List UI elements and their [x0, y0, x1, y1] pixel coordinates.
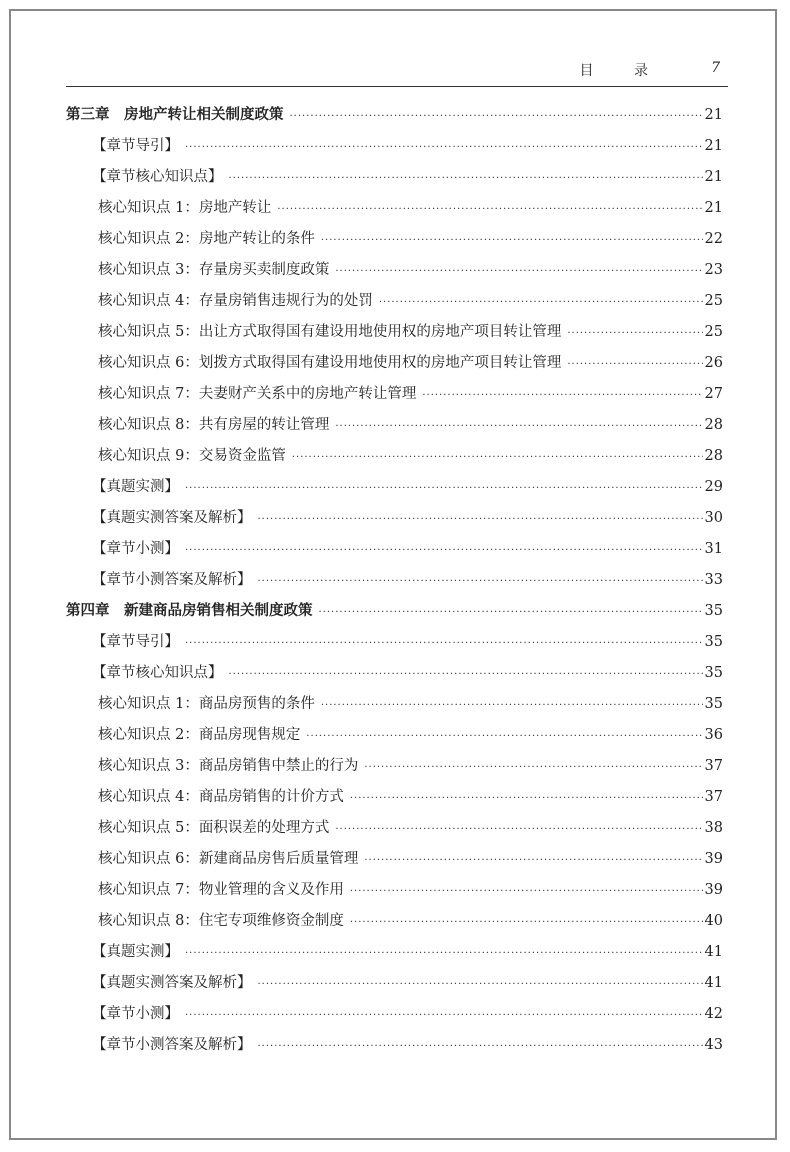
dot-leader — [258, 1031, 703, 1062]
dot-leader — [277, 194, 702, 225]
toc-entry-title: 第三章 房地产转让相关制度政策 — [66, 107, 284, 123]
toc-entry-title: 【真题实测】 — [92, 944, 179, 960]
toc-entry-page: 21 — [704, 138, 723, 154]
toc-entry[interactable] — [66, 379, 723, 410]
toc-entry-page: 29 — [704, 479, 723, 495]
dot-leader — [185, 535, 703, 566]
dot-leader — [422, 380, 702, 411]
toc-entry-page: 41 — [704, 975, 723, 991]
toc-entry-title: 核心知识点 8：共有房屋的转让管理 — [98, 417, 330, 433]
toc-entry[interactable] — [66, 348, 723, 379]
toc-entry-title: 核心知识点 4：商品房销售的计价方式 — [98, 789, 344, 805]
toc-entry[interactable] — [66, 410, 723, 441]
dot-leader — [364, 752, 702, 783]
toc-entry-page: 21 — [704, 169, 723, 185]
dot-leader — [319, 597, 703, 628]
dot-leader — [292, 442, 703, 473]
toc-entry-title: 核心知识点 6：新建商品房售后质量管理 — [98, 851, 359, 867]
dot-leader — [379, 287, 703, 318]
toc-entry-page: 21 — [704, 107, 723, 123]
dot-leader — [335, 814, 702, 845]
toc-entry[interactable] — [66, 131, 723, 162]
toc-entry[interactable] — [66, 627, 723, 658]
table-of-contents — [66, 100, 723, 1061]
toc-entry[interactable] — [66, 844, 723, 875]
toc-entry[interactable] — [66, 937, 723, 968]
toc-entry-title: 【真题实测答案及解析】 — [92, 510, 252, 526]
dot-leader — [335, 256, 702, 287]
toc-entry-title: 第四章 新建商品房销售相关制度政策 — [66, 603, 313, 619]
toc-entry-title: 【章节导引】 — [92, 634, 179, 650]
toc-entry-page: 25 — [704, 293, 723, 309]
toc-entry[interactable] — [66, 317, 723, 348]
toc-entry-page: 21 — [704, 200, 723, 216]
header-rule — [66, 86, 728, 87]
toc-entry-title: 【章节小测】 — [92, 541, 179, 557]
toc-entry[interactable] — [66, 689, 723, 720]
toc-entry-page: 38 — [704, 820, 723, 836]
toc-entry-title: 【真题实测答案及解析】 — [92, 975, 252, 991]
toc-entry-title: 【章节核心知识点】 — [92, 665, 223, 681]
toc-entry-title: 核心知识点 2：房地产转让的条件 — [98, 231, 315, 247]
dot-leader — [567, 318, 702, 349]
dot-leader — [290, 101, 703, 132]
dot-leader — [321, 225, 703, 256]
toc-entry-page: 42 — [704, 1006, 723, 1022]
toc-entry-page: 36 — [704, 727, 723, 743]
toc-entry-page: 30 — [704, 510, 723, 526]
toc-entry[interactable] — [66, 441, 723, 472]
toc-entry-title: 核心知识点 4：存量房销售违规行为的处罚 — [98, 293, 373, 309]
toc-entry[interactable] — [66, 999, 723, 1030]
toc-entry-page: 26 — [704, 355, 723, 371]
toc-entry-title: 核心知识点 7：物业管理的含义及作用 — [98, 882, 344, 898]
dot-leader — [350, 876, 703, 907]
dot-leader — [258, 504, 703, 535]
toc-entry-page: 41 — [704, 944, 723, 960]
toc-entry-title: 核心知识点 9：交易资金监管 — [98, 448, 286, 464]
toc-entry[interactable] — [66, 813, 723, 844]
toc-entry-page: 39 — [704, 851, 723, 867]
toc-entry-title: 核心知识点 1：商品房预售的条件 — [98, 696, 315, 712]
toc-entry-title: 核心知识点 2：商品房现售规定 — [98, 727, 301, 743]
toc-entry[interactable] — [66, 224, 723, 255]
toc-entry[interactable] — [66, 658, 723, 689]
dot-leader — [185, 473, 703, 504]
toc-entry-page: 33 — [704, 572, 723, 588]
toc-entry-title: 核心知识点 3：存量房买卖制度政策 — [98, 262, 330, 278]
toc-entry-title: 核心知识点 3：商品房销售中禁止的行为 — [98, 758, 359, 774]
toc-entry[interactable] — [66, 503, 723, 534]
toc-entry-page: 28 — [704, 448, 723, 464]
toc-entry-title: 核心知识点 8：住宅专项维修资金制度 — [98, 913, 344, 929]
toc-entry[interactable] — [66, 193, 723, 224]
dot-leader — [185, 1000, 703, 1031]
dot-leader — [567, 349, 702, 380]
header-title: 目 录 — [579, 63, 666, 79]
toc-entry[interactable] — [66, 162, 723, 193]
dot-leader — [229, 659, 703, 690]
toc-entry-page: 37 — [704, 789, 723, 805]
toc-entry-page: 37 — [704, 758, 723, 774]
toc-entry-page: 35 — [704, 665, 723, 681]
toc-chapter-entry[interactable] — [66, 596, 723, 627]
dot-leader — [185, 628, 703, 659]
toc-entry-page: 43 — [704, 1037, 723, 1053]
toc-entry[interactable] — [66, 1030, 723, 1061]
toc-entry-title: 【章节核心知识点】 — [92, 169, 223, 185]
toc-entry[interactable] — [66, 782, 723, 813]
toc-chapter-entry[interactable] — [66, 100, 723, 131]
toc-entry-page: 39 — [704, 882, 723, 898]
toc-entry[interactable] — [66, 906, 723, 937]
toc-entry-page: 31 — [704, 541, 723, 557]
toc-entry[interactable] — [66, 534, 723, 565]
toc-entry-page: 28 — [704, 417, 723, 433]
toc-entry-page: 35 — [704, 696, 723, 712]
toc-entry-page: 23 — [704, 262, 723, 278]
toc-entry-page: 35 — [704, 634, 723, 650]
dot-leader — [364, 845, 702, 876]
toc-entry[interactable] — [66, 472, 723, 503]
toc-entry[interactable] — [66, 255, 723, 286]
dot-leader — [229, 163, 703, 194]
dot-leader — [258, 566, 703, 597]
toc-entry-title: 核心知识点 7：夫妻财产关系中的房地产转让管理 — [98, 386, 417, 402]
dot-leader — [306, 721, 702, 752]
toc-entry-title: 【章节小测】 — [92, 1006, 179, 1022]
toc-entry[interactable] — [66, 286, 723, 317]
dot-leader — [258, 969, 703, 1000]
toc-entry-page: 22 — [704, 231, 723, 247]
toc-entry[interactable] — [66, 720, 723, 751]
dot-leader — [185, 132, 703, 163]
toc-entry[interactable] — [66, 968, 723, 999]
toc-entry-title: 【章节小测答案及解析】 — [92, 1037, 252, 1053]
toc-entry-page: 27 — [704, 386, 723, 402]
running-header — [66, 60, 728, 84]
toc-entry-page: 25 — [704, 324, 723, 340]
toc-entry[interactable] — [66, 565, 723, 596]
toc-entry-title: 核心知识点 5：面积误差的处理方式 — [98, 820, 330, 836]
toc-entry-title: 核心知识点 1：房地产转让 — [98, 200, 272, 216]
dot-leader — [321, 690, 703, 721]
toc-entry[interactable] — [66, 875, 723, 906]
toc-entry-title: 【真题实测】 — [92, 479, 179, 495]
toc-entry-title: 【章节导引】 — [92, 138, 179, 154]
toc-entry-title: 核心知识点 5：出让方式取得国有建设用地使用权的房地产项目转让管理 — [98, 324, 562, 340]
toc-entry-page: 35 — [704, 603, 723, 619]
toc-entry-title: 核心知识点 6：划拨方式取得国有建设用地使用权的房地产项目转让管理 — [98, 355, 562, 371]
dot-leader — [350, 783, 703, 814]
toc-entry[interactable] — [66, 751, 723, 782]
header-page-number: 7 — [711, 60, 720, 76]
dot-leader — [335, 411, 702, 442]
dot-leader — [185, 938, 703, 969]
dot-leader — [350, 907, 703, 938]
toc-entry-title: 【章节小测答案及解析】 — [92, 572, 252, 588]
toc-entry-page: 40 — [704, 913, 723, 929]
